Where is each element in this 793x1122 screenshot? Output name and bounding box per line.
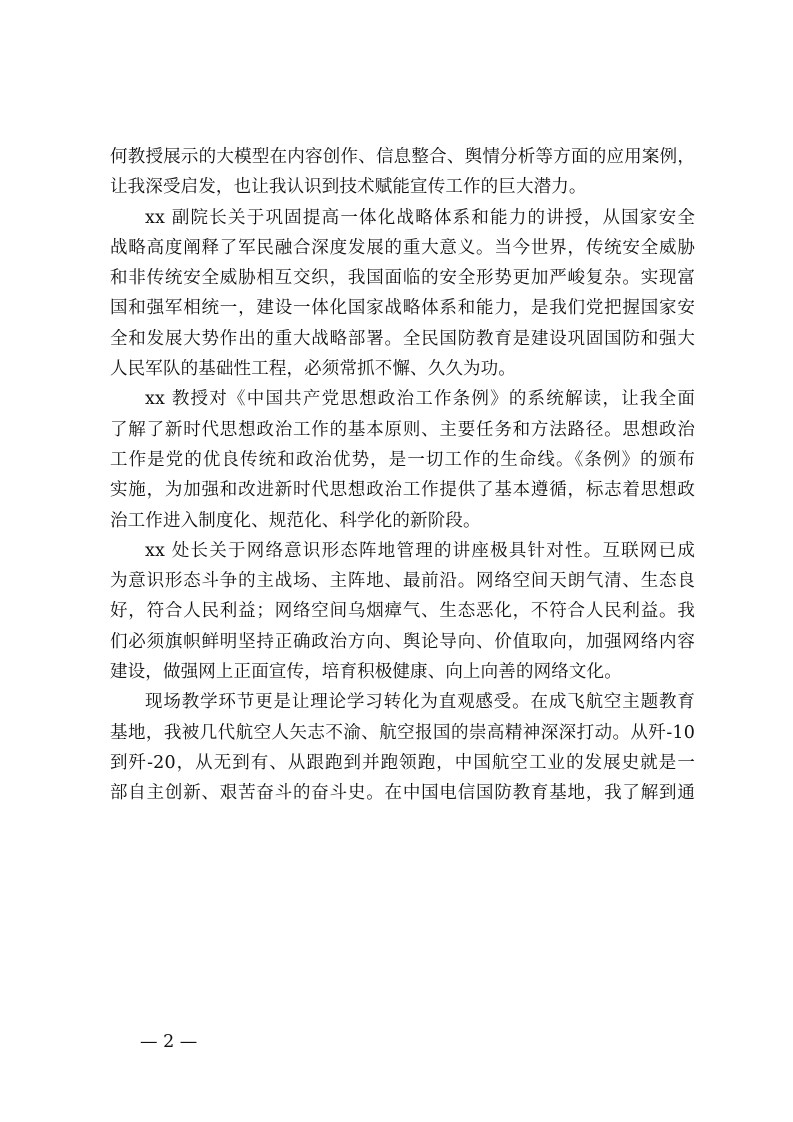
body-text	[110, 142, 695, 809]
text-line: 何教授展示的大模型在内容创作、信息整合、舆情分析等方面的应用案例，	[110, 147, 695, 167]
text-line: 全和发展大势作出的重大战略部署。全民国防教育是建设巩固国防和强大	[110, 328, 695, 349]
text-line: 部自主创新、艰苦奋斗的奋斗史。在中国电信国防教育基地，我了解到通	[110, 783, 695, 804]
text-line: xx 副院长关于巩固提高一体化战略体系和能力的讲授，从国家安全	[145, 207, 695, 228]
text-line: 基地，我被几代航空人矢志不渝、航空报国的崇高精神深深打动。从歼-10	[110, 722, 695, 743]
text-line: 建设，做强网上正面宣传，培育积极健康、向上向善的网络文化。	[110, 662, 622, 683]
page-number: — 2 —	[140, 1032, 198, 1052]
text-line: 让我深受启发，也让我认识到技术赋能宣传工作的巨大潜力。	[110, 177, 587, 198]
text-line: 实施，为加强和改进新时代思想政治工作提供了基本遵循，标志着思想政	[110, 480, 695, 501]
text-line: 和非传统安全威胁相互交织，我国面临的安全形势更加严峻复杂。实现富	[110, 268, 695, 289]
text-line: 战略高度阐释了军民融合深度发展的重大意义。当今世界，传统安全威胁	[110, 237, 695, 258]
text-line: 国和强军相统一，建设一体化国家战略体系和能力，是我们党把握国家安	[110, 298, 695, 319]
paragraph-1	[110, 142, 695, 203]
paragraph-2	[110, 203, 695, 385]
text-line: 工作是党的优良传统和政治优势，是一切工作的生命线。《条例》的颁布	[110, 449, 695, 470]
text-line: 现场教学环节更是让理论学习转化为直观感受。在成飞航空主题教育	[145, 692, 695, 713]
text-line: 了解了新时代思想政治工作的基本原则、主要任务和方法路径。思想政治	[110, 419, 695, 440]
text-line: 人民军队的基础性工程，必须常抓不懈、久久为功。	[110, 359, 516, 380]
text-line: 为意识形态斗争的主战场、主阵地、最前沿。网络空间天朗气清、生态良	[110, 571, 695, 592]
text-line: 们必须旗帜鲜明坚持正确政治方向、舆论导向、价值取向，加强网络内容	[110, 631, 695, 652]
text-line: 好，符合人民利益；网络空间乌烟瘴气、生态恶化，不符合人民利益。我	[110, 601, 695, 622]
text-line: 治工作进入制度化、规范化、科学化的新阶段。	[110, 510, 481, 531]
text-line: xx 处长关于网络意识形态阵地管理的讲座极具针对性。互联网已成	[145, 540, 695, 561]
text-line: xx 教授对《中国共产党思想政治工作条例》的系统解读，让我全面	[145, 389, 695, 410]
paragraph-3	[110, 384, 695, 535]
paragraph-5	[110, 687, 695, 808]
text-line: 到歼-20，从无到有、从跟跑到并跑领跑，中国航空工业的发展史就是一	[110, 752, 695, 773]
paragraph-4	[110, 536, 695, 687]
